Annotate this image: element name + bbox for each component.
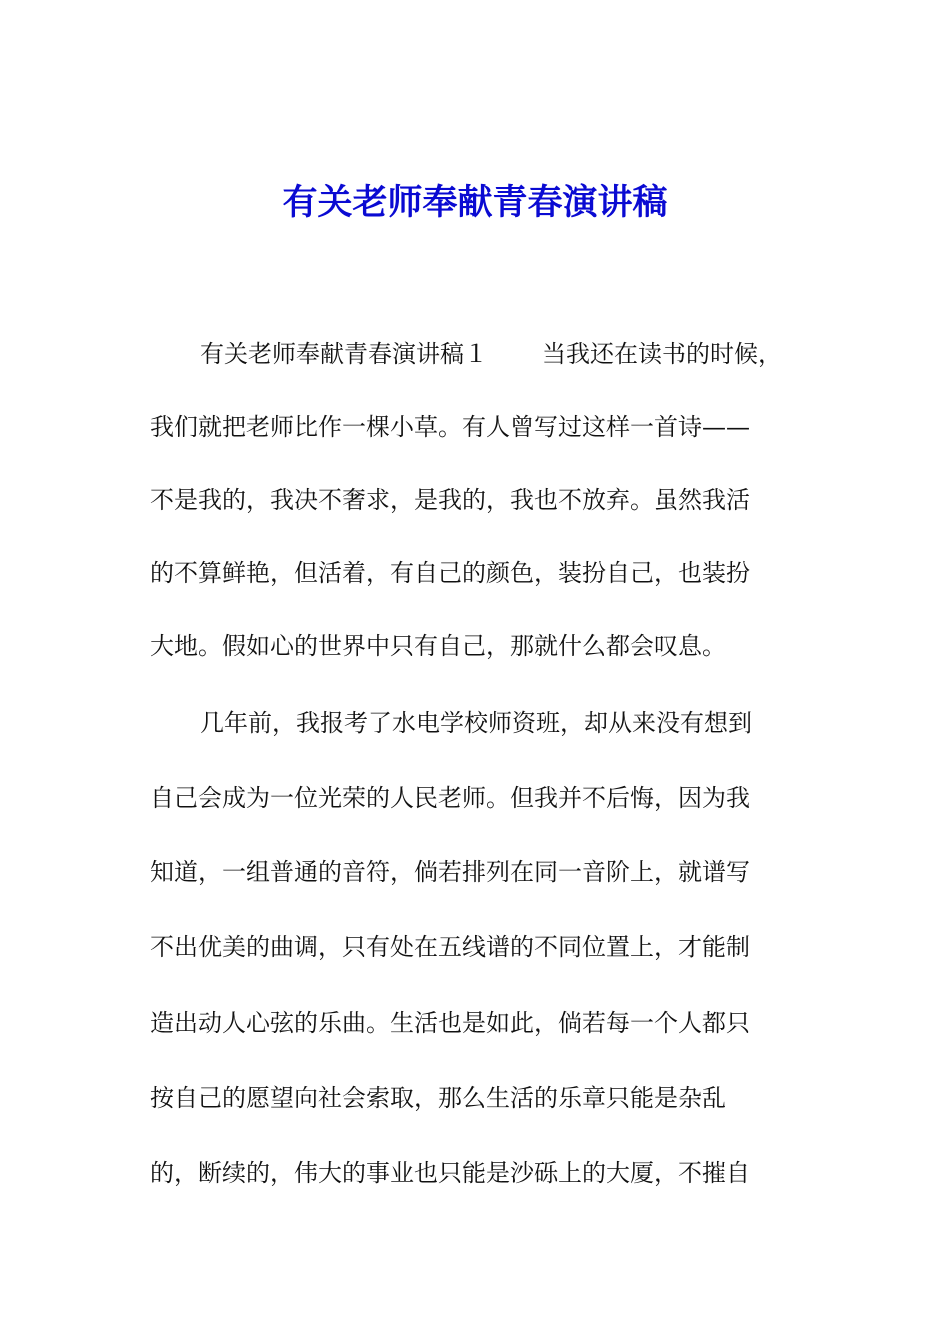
text-line: 按自己的愿望向社会索取，那么生活的乐章只能是杂乱 xyxy=(150,1084,726,1112)
document-title: 有关老师奉献青春演讲稿 xyxy=(282,182,668,223)
text-line: 我们就把老师比作一棵小草。有人曾写过这样一首诗—— xyxy=(150,413,750,441)
text-line: 的，断续的，伟大的事业也只能是沙砾上的大厦，不摧自 xyxy=(150,1159,750,1187)
text-line-part: 当我还在读书的时候， xyxy=(542,340,782,368)
text-line: 大地。假如心的世界中只有自己，那就什么都会叹息。 xyxy=(150,632,726,660)
text-line: 几年前，我报考了水电学校师资班，却从来没有想到 xyxy=(200,709,752,737)
text-line xyxy=(200,336,782,372)
text-line: 知道，一组普通的音符，倘若排列在同一音阶上，就谱写 xyxy=(150,858,750,886)
text-line: 不是我的，我决不奢求，是我的，我也不放弃。虽然我活 xyxy=(150,486,750,514)
text-line: 造出动人心弦的乐曲。生活也是如此，倘若每一个人都只 xyxy=(150,1009,750,1037)
text-line: 不出优美的曲调，只有处在五线谱的不同位置上，才能制 xyxy=(150,933,750,961)
text-line-part: 有关老师奉献青春演讲稿１ xyxy=(200,340,488,368)
text-line: 自己会成为一位光荣的人民老师。但我并不后悔，因为我 xyxy=(150,784,750,812)
text-line: 的不算鲜艳，但活着，有自己的颜色，装扮自己，也装扮 xyxy=(150,559,750,587)
